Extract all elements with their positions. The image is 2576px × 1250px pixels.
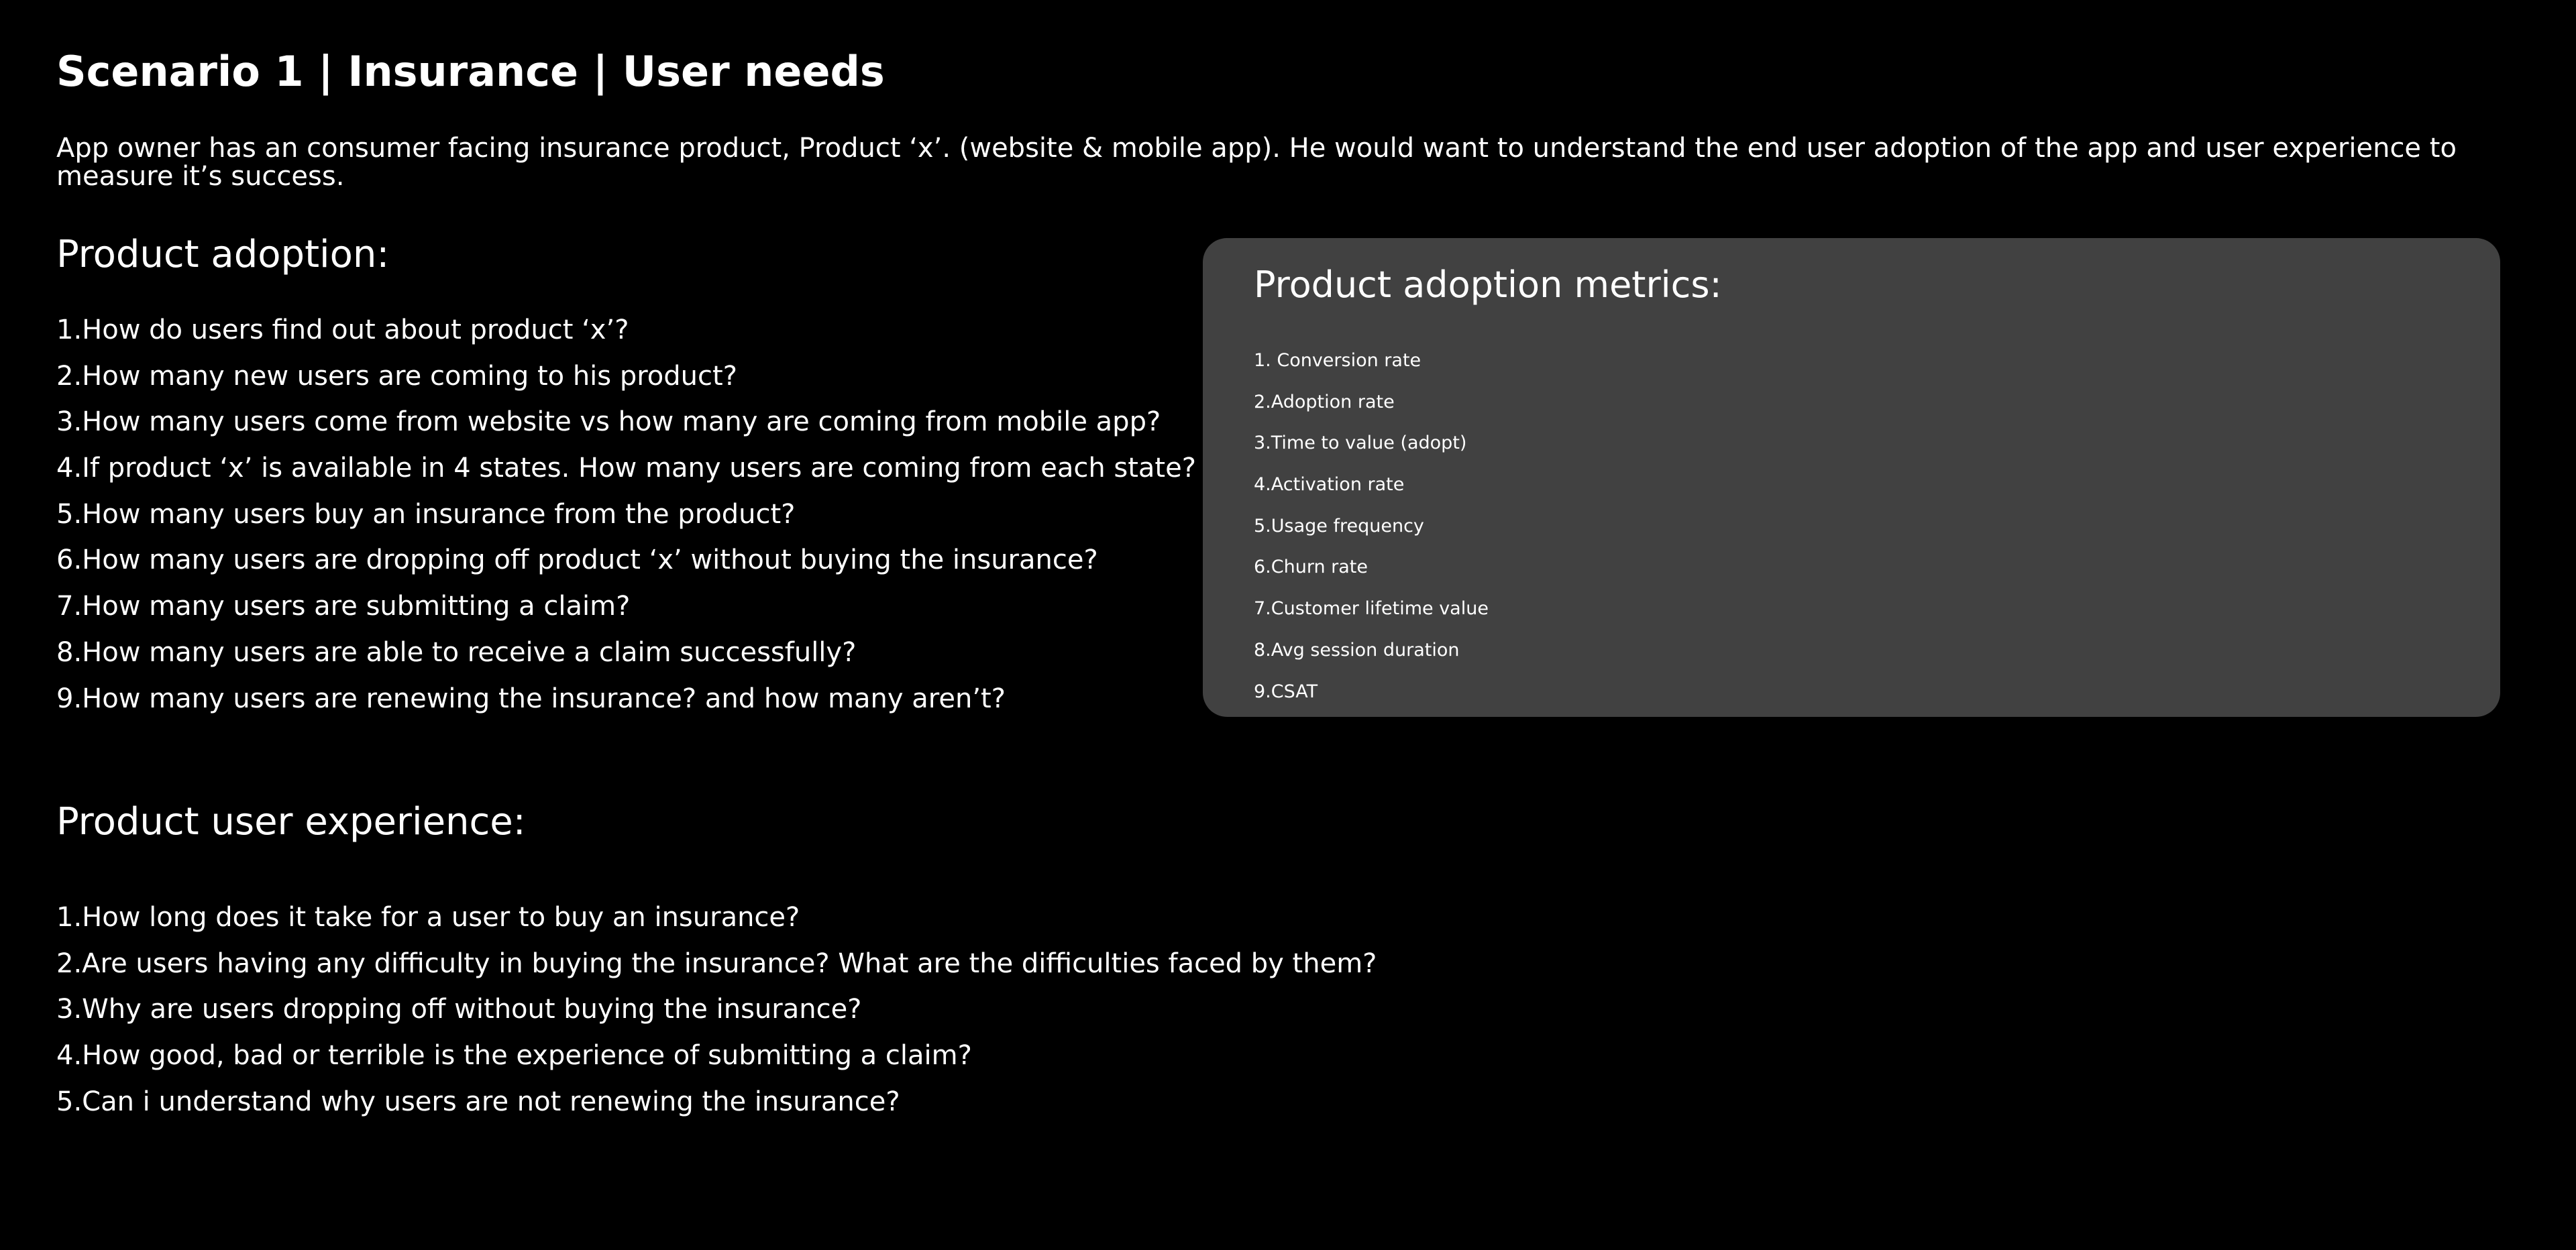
adoption-question: 5.How many users buy an insurance from the product?: [56, 498, 796, 530]
metric-item: 2.Adoption rate: [1254, 391, 1395, 412]
page-title: Scenario 1 | Insurance | User needs: [56, 47, 885, 96]
adoption-question: 1.How do users find out about product ‘x’?: [56, 315, 629, 345]
product-adoption-heading: Product adoption:: [56, 233, 390, 276]
user-experience-question-list: [56, 895, 1377, 1125]
metric-item: 9.CSAT: [1254, 681, 1318, 702]
product-user-experience-heading: Product user experience:: [56, 800, 526, 844]
ux-question: 3.Why are users dropping off without buying the insurance?: [56, 994, 862, 1025]
adoption-metrics-list: [1254, 340, 1489, 712]
metric-item: 8.Avg session duration: [1254, 639, 1460, 661]
intro-paragraph: App owner has an consumer facing insurance product, Product ‘x’. (website & mobile app). He would want to understand the end user adoption of the app and user experience to measure it’s success.: [56, 133, 2457, 192]
metric-item: 3.Time to value (adopt): [1254, 433, 1467, 454]
metric-item: 1. Conversion rate: [1254, 350, 1421, 371]
metric-item: 7.Customer lifetime value: [1254, 598, 1489, 620]
ux-question: 2.Are users having any difficulty in buying the insurance? What are the difficulties faced by them?: [56, 948, 1377, 979]
ux-question: 5.Can i understand why users are not renewing the insurance?: [56, 1086, 900, 1117]
adoption-question: 9.How many users are renewing the insurance? and how many aren’t?: [56, 683, 1006, 714]
metric-item: 6.Churn rate: [1254, 557, 1368, 578]
adoption-question: 3.How many users come from website vs how many are coming from mobile app?: [56, 406, 1161, 438]
metric-item: 4.Activation rate: [1254, 474, 1405, 496]
adoption-metrics-heading: Product adoption metrics:: [1254, 264, 1722, 306]
adoption-question: 6.How many users are dropping off product ‘x’ without buying the insurance?: [56, 545, 1098, 576]
product-adoption-question-list: [56, 307, 1196, 722]
adoption-question: 7.How many users are submitting a claim?: [56, 591, 631, 622]
ux-question: 4.How good, bad or terrible is the experience of submitting a claim?: [56, 1040, 972, 1072]
adoption-question: 2.How many new users are coming to his product?: [56, 360, 737, 392]
adoption-question: 4.If product ‘x’ is available in 4 states. How many users are coming from each state?: [56, 453, 1196, 484]
metric-item: 5.Usage frequency: [1254, 515, 1424, 536]
ux-question: 1.How long does it take for a user to buy an insurance?: [56, 902, 800, 933]
adoption-question: 8.How many users are able to receive a claim successfully?: [56, 636, 857, 668]
adoption-metrics-panel: [1203, 238, 2500, 717]
